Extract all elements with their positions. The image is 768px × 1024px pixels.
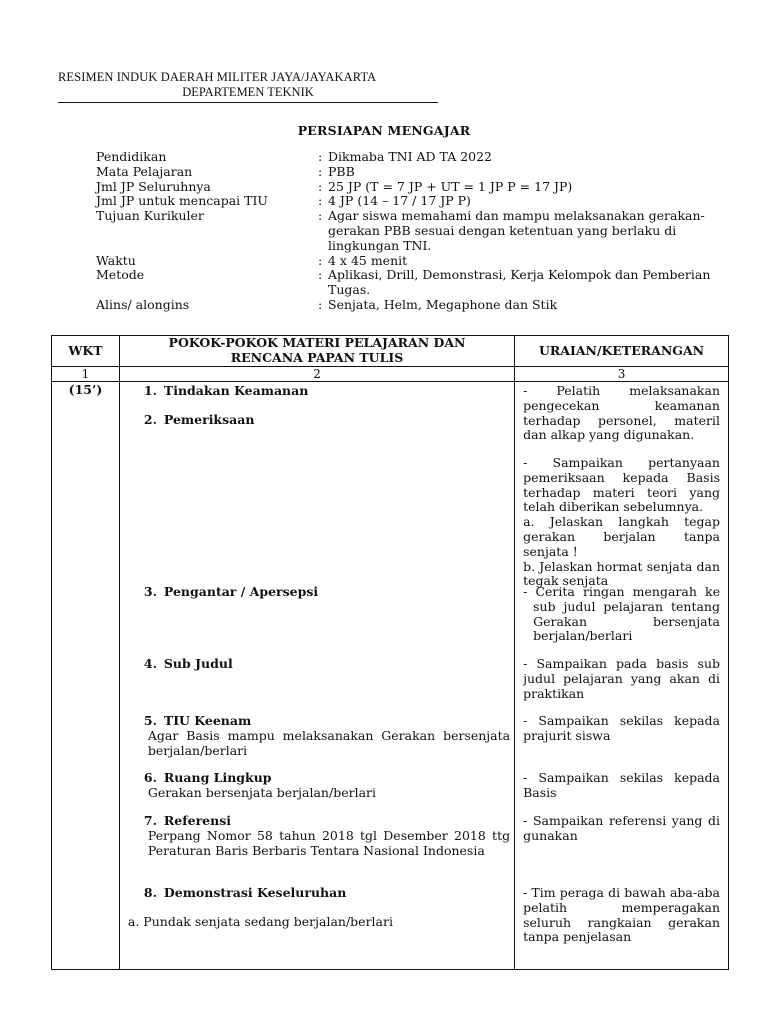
item-title: Sub Judul	[163, 656, 233, 671]
uraian-text: - Pelatih melaksanakan pengecekan keamanan terhadap personel, materil dan alkap yang digunakan.	[523, 384, 720, 443]
info-value: Aplikasi, Drill, Demonstrasi, Kerja Kelompok dan Pemberian Tugas.	[328, 267, 711, 298]
info-value: Senjata, Helm, Megaphone dan Stik	[328, 296, 558, 312]
info-row-metode	[96, 268, 736, 298]
list-item	[128, 585, 510, 600]
column-number-row	[52, 367, 729, 382]
item-number: 1.	[143, 384, 157, 398]
org-name: RESIMEN INDUK DAERAH MILITER JAYA/JAYAKARTA	[58, 70, 377, 84]
info-colon: :	[318, 252, 323, 268]
uraian-entry	[523, 657, 720, 701]
item-title: Tindakan Keamanan	[163, 384, 309, 398]
info-colon: :	[318, 149, 323, 164]
uraian-entry	[523, 714, 720, 744]
table-row	[52, 382, 729, 970]
list-item	[128, 657, 510, 672]
item-title: Demonstrasi Keseluruhan	[163, 885, 347, 900]
department-name: DEPARTEMEN TEKNIK	[182, 85, 314, 99]
table-header-row	[52, 336, 729, 367]
info-value: Dikmaba TNI AD TA 2022	[328, 149, 493, 164]
uraian-text: b. Jelaskan hormat senjata dan tegak senjata	[523, 558, 720, 589]
item-number: 3.	[143, 584, 157, 599]
materi-cell	[119, 382, 514, 970]
uraian-cell	[515, 382, 729, 970]
header-underline	[58, 102, 438, 103]
item-title: Ruang Lingkup	[163, 770, 272, 785]
info-colon: :	[318, 208, 323, 224]
uraian-entry	[523, 585, 720, 644]
item-title: Pengantar / Apersepsi	[163, 584, 319, 599]
uraian-entry	[523, 384, 720, 443]
item-number: 6.	[143, 770, 157, 785]
item-number: 2.	[143, 412, 157, 427]
item-subpoint: a. Pundak senjata sedang berjalan/berlari	[127, 913, 393, 929]
item-title: Pemeriksaan	[163, 412, 255, 427]
info-colon: :	[318, 163, 323, 179]
info-label: Tujuan Kurikuler	[96, 208, 204, 224]
list-item	[128, 771, 510, 801]
header-wkt: WKT	[52, 336, 120, 367]
uraian-text: - Sampaikan referensi yang di gunakan	[523, 813, 720, 843]
info-colon: :	[318, 193, 323, 209]
uraian-entry	[523, 814, 720, 844]
column-number: 1	[52, 367, 120, 382]
info-value: 25 JP (T = 7 JP + UT = 1 JP P = 17 JP)	[328, 178, 573, 194]
list-item	[128, 714, 510, 758]
info-label: Jml JP Seluruhnya	[96, 178, 211, 194]
header-uraian: URAIAN/KETERANGAN	[515, 336, 729, 367]
info-value: PBB	[328, 163, 355, 179]
info-block	[96, 150, 736, 313]
header-materi-line1: POKOK-POKOK MATERI PELAJARAN DAN	[168, 335, 466, 351]
info-row-jml-jp-tiu	[96, 194, 736, 209]
info-row-waktu	[96, 254, 736, 269]
info-label: Mata Pelajaran	[96, 163, 193, 179]
uraian-entry	[523, 886, 720, 945]
lesson-table	[51, 335, 729, 970]
item-title: Referensi	[163, 813, 231, 828]
uraian-text: - Sampaikan pada basis sub judul pelajaran yang akan di praktikan	[523, 656, 720, 701]
item-number: 8.	[143, 885, 157, 900]
header-materi-line2: RENCANA PAPAN TULIS	[230, 350, 404, 365]
info-colon: :	[318, 296, 323, 312]
uraian-text: - Tim peraga di bawah aba-aba pelatih memperagakan seluruh rangkaian gerakan tanpa penjelasan	[523, 885, 720, 945]
list-item	[128, 886, 510, 930]
info-value: 4 x 45 menit	[328, 252, 408, 268]
info-colon: :	[318, 267, 323, 283]
column-number: 2	[119, 367, 514, 382]
item-body: Agar Basis mampu melaksanakan Gerakan bersenjata berjalan/berlari	[147, 727, 511, 758]
info-label: Jml JP untuk mencapai TIU	[96, 193, 268, 209]
item-number: 4.	[143, 656, 157, 671]
time-cell: (15’)	[52, 382, 120, 970]
info-label: Alins/ alongins	[96, 296, 190, 312]
uraian-entry	[523, 771, 720, 801]
uraian-text: a. Jelaskan langkah tegap gerakan berjalan tanpa senjata !	[523, 514, 720, 559]
organization-header	[58, 70, 438, 103]
list-item	[128, 814, 510, 858]
info-colon: :	[318, 178, 323, 194]
item-title: TIU Keenam	[163, 713, 252, 728]
uraian-entry	[523, 456, 720, 589]
info-label: Pendidikan	[96, 149, 167, 164]
info-label: Waktu	[96, 252, 136, 268]
header-materi	[119, 336, 514, 367]
info-value: 4 JP (14 – 17 / 17 JP P)	[328, 193, 471, 209]
uraian-text: - Sampaikan sekilas kepada Basis	[523, 770, 720, 800]
item-body: Perpang Nomor 58 tahun 2018 tgl Desember 2018 ttg Peraturan Baris Berbaris Tentara Nasional Indonesia	[147, 827, 511, 858]
info-row-alins	[96, 298, 736, 313]
info-label: Metode	[96, 267, 145, 283]
column-number: 3	[515, 367, 729, 382]
item-number: 5.	[143, 713, 157, 728]
item-body: Gerakan bersenjata berjalan/berlari	[147, 784, 376, 800]
uraian-text: - Sampaikan sekilas kepada prajurit siswa	[523, 713, 720, 743]
info-row-jml-jp	[96, 180, 736, 195]
info-row-mata-pelajaran	[96, 165, 736, 180]
list-item	[128, 413, 510, 428]
info-value: Agar siswa memahami dan mampu melaksanakan gerakan-gerakan PBB sesuai dengan ketentuan yang berlaku di lingkungan TNI.	[328, 208, 705, 253]
item-number: 7.	[143, 813, 157, 828]
uraian-text: - Sampaikan pertanyaan pemeriksaan kepada Basis terhadap materi teori yang telah diberikan sebelumnya.	[523, 455, 720, 515]
list-item	[128, 384, 510, 399]
uraian-text: - Cerita ringan mengarah ke sub judul pelajaran tentang Gerakan bersenjata berjalan/berlari	[523, 584, 720, 644]
info-row-pendidikan	[96, 150, 736, 165]
info-row-tujuan	[96, 209, 736, 253]
document-title: PERSIAPAN MENGAJAR	[297, 123, 471, 138]
